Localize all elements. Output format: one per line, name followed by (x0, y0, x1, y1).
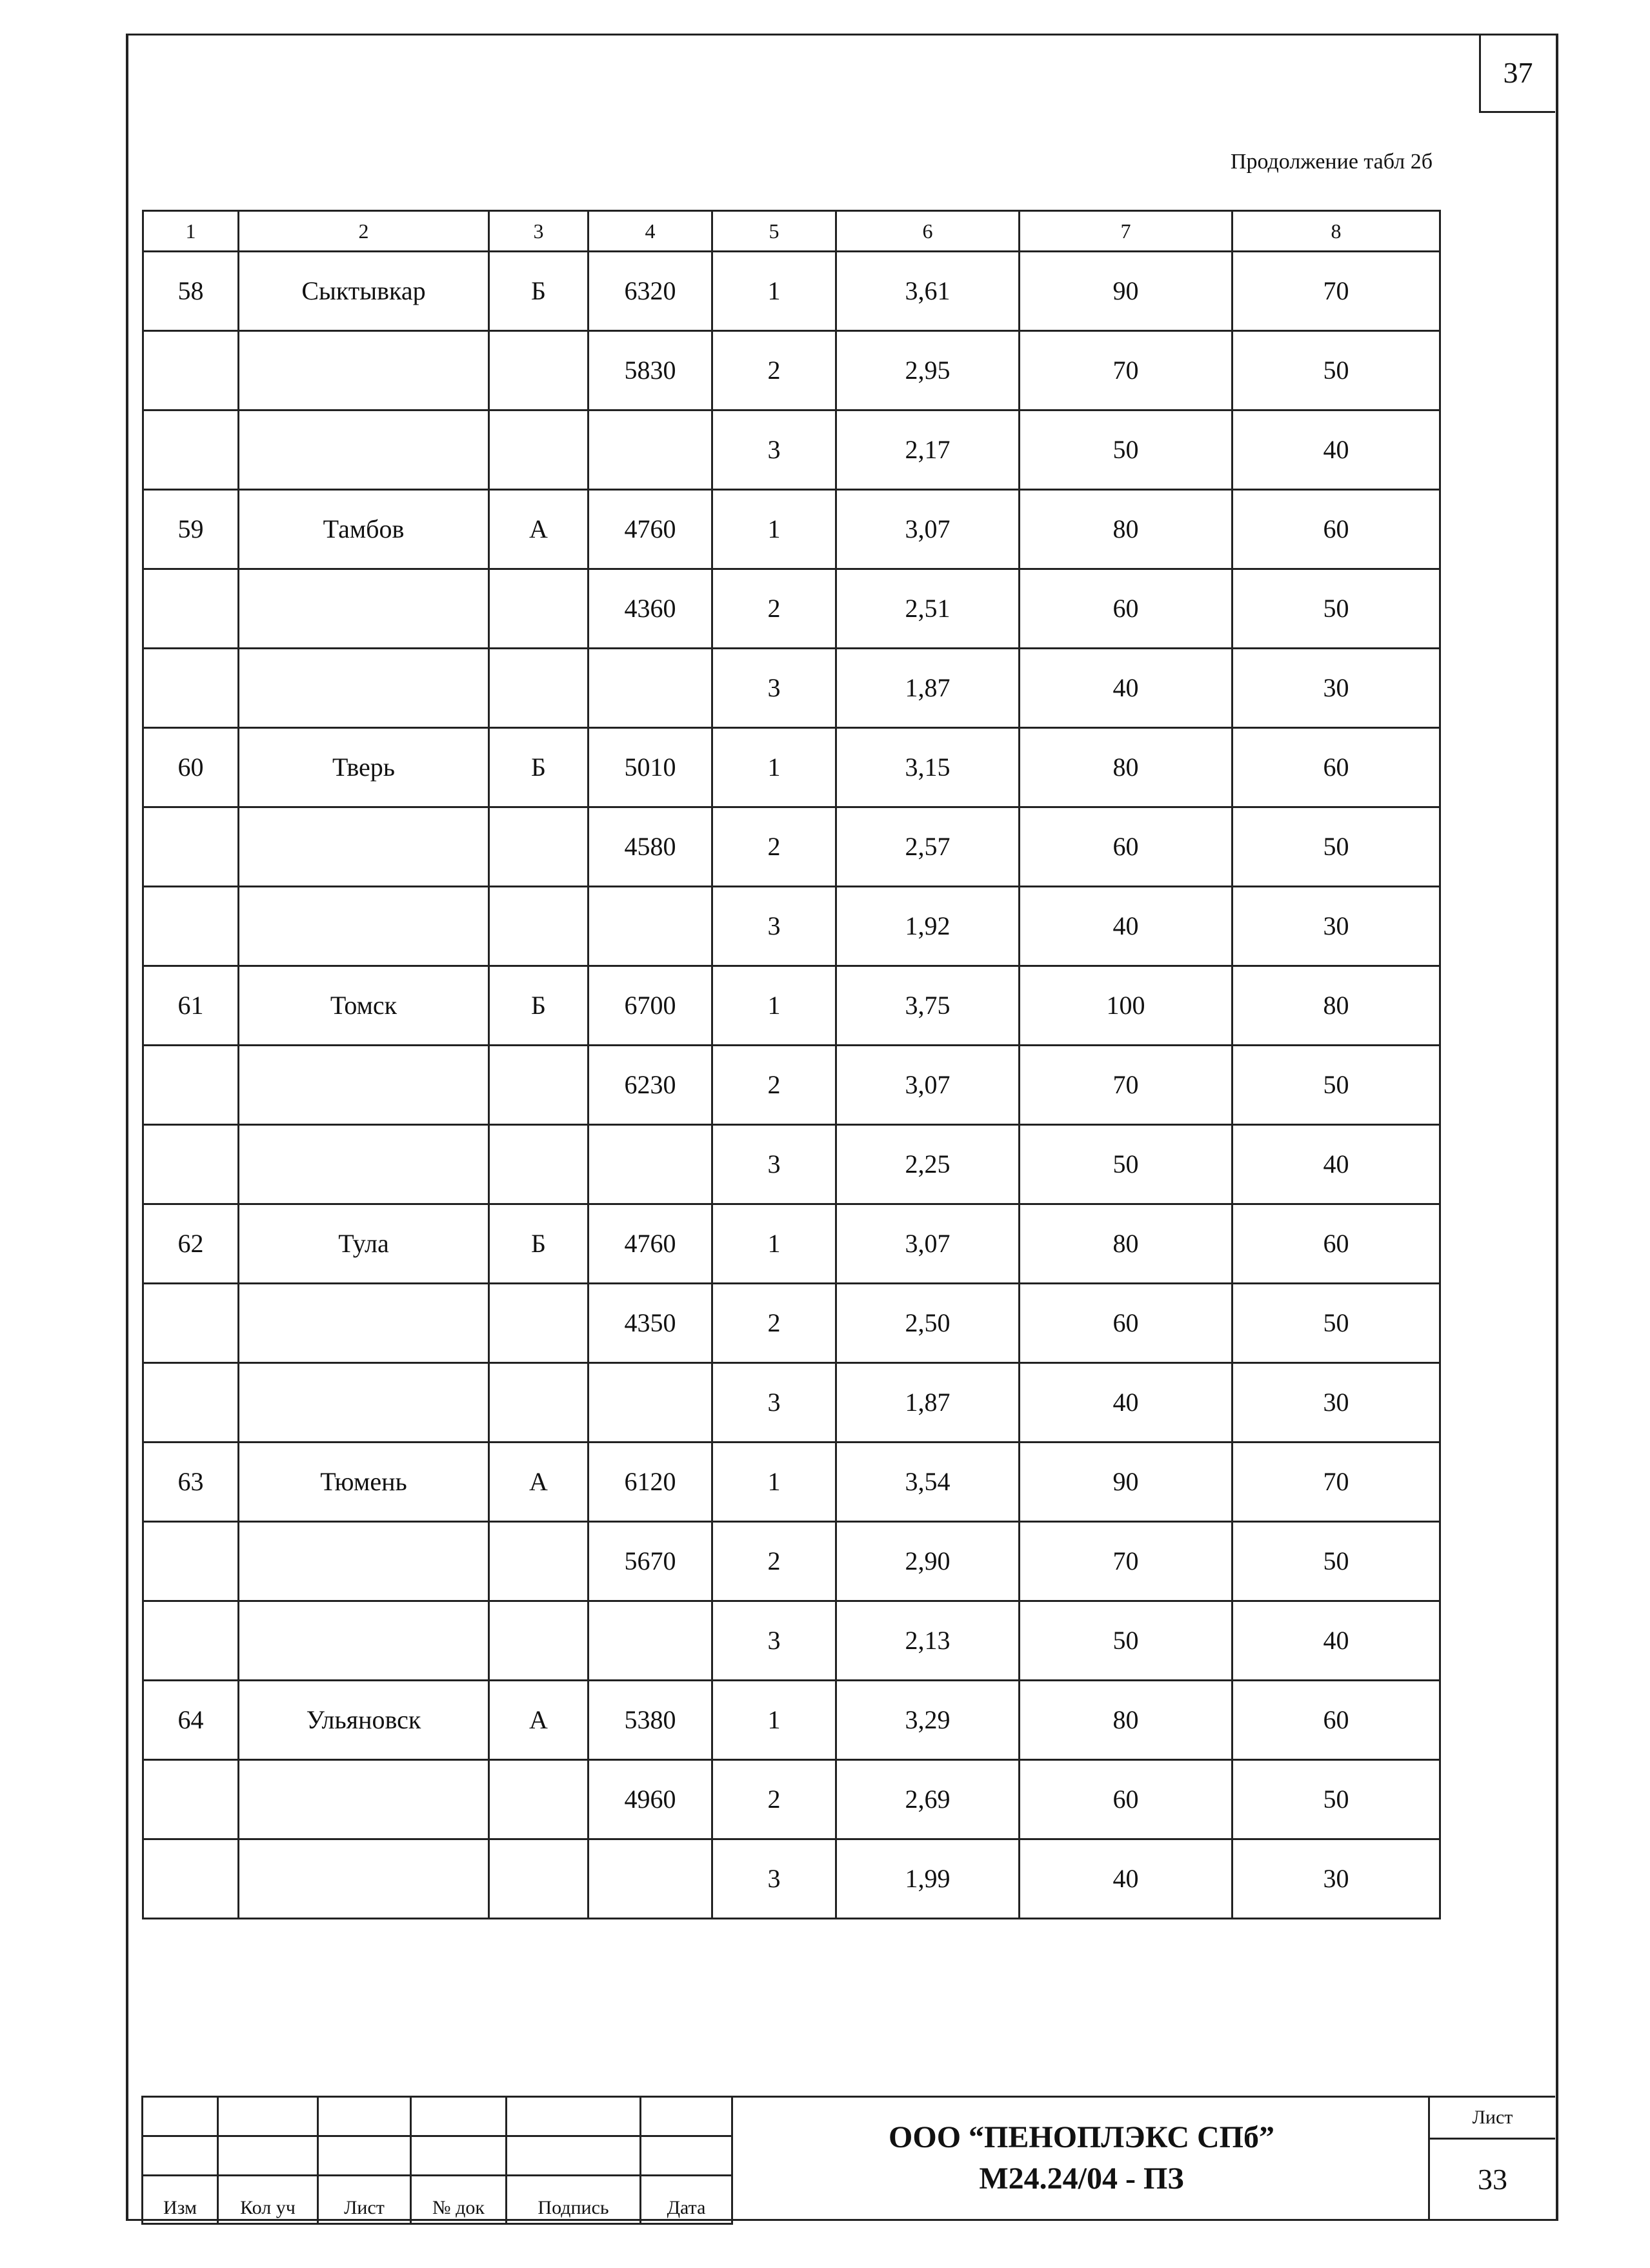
table-cell: 3 (712, 1839, 836, 1919)
sheet-label: Лист (1430, 2098, 1555, 2140)
table-cell: 59 (143, 490, 239, 569)
table-cell: 90 (1020, 252, 1232, 331)
table-cell (589, 1839, 712, 1919)
table-cell: Тверь (239, 728, 489, 807)
column-header: 1 (143, 211, 239, 252)
table-cell: 2 (712, 807, 836, 887)
stamp-label: Лист (318, 2176, 411, 2224)
table-row (143, 1284, 1440, 1363)
table-cell (489, 1839, 589, 1919)
table-cell: 50 (1232, 807, 1440, 887)
table-cell (143, 1363, 239, 1443)
table-cell: 70 (1232, 1443, 1440, 1522)
table-cell: 60 (1232, 1204, 1440, 1284)
table-cell: 1,87 (836, 1363, 1020, 1443)
table-cell (589, 887, 712, 966)
page-number (1479, 34, 1555, 113)
table-cell: 6700 (589, 966, 712, 1046)
table-cell: 50 (1232, 1284, 1440, 1363)
table-cell: 70 (1020, 331, 1232, 410)
table-cell: Б (489, 728, 589, 807)
table-cell: 40 (1020, 1363, 1232, 1443)
table-cell (143, 1522, 239, 1601)
table-cell: 3,75 (836, 966, 1020, 1046)
table-cell: 50 (1020, 1601, 1232, 1681)
table-row (143, 410, 1440, 490)
sheet-box (1428, 2096, 1555, 2219)
table-cell: 2 (712, 331, 836, 410)
table-cell (143, 649, 239, 728)
table-cell: 60 (1020, 569, 1232, 649)
table-cell: 3,07 (836, 1046, 1020, 1125)
table-cell: 4350 (589, 1284, 712, 1363)
table-cell (489, 1363, 589, 1443)
table-row (143, 966, 1440, 1046)
table-row (143, 887, 1440, 966)
table-cell: 3,61 (836, 252, 1020, 331)
table-row (143, 490, 1440, 569)
table-cell: 40 (1020, 1839, 1232, 1919)
table-cell (143, 331, 239, 410)
table-row (143, 1204, 1440, 1284)
table-cell: 6230 (589, 1046, 712, 1125)
table-row (143, 1443, 1440, 1522)
table-cell: 1,87 (836, 649, 1020, 728)
table-cell: 2,57 (836, 807, 1020, 887)
table-cell: 2 (712, 1522, 836, 1601)
stamp-label-row (143, 2176, 732, 2224)
table-cell (239, 887, 489, 966)
table-cell: 58 (143, 252, 239, 331)
table-cell (489, 1125, 589, 1204)
table-cell (239, 1284, 489, 1363)
table-row (143, 1522, 1440, 1601)
table-cell: 4760 (589, 490, 712, 569)
table-row (143, 649, 1440, 728)
table-cell: 60 (143, 728, 239, 807)
revision-stamp (141, 2096, 733, 2225)
title-block (141, 2096, 1553, 2217)
table-cell (489, 331, 589, 410)
table-cell: А (489, 1681, 589, 1760)
table-cell (143, 807, 239, 887)
document-code: М24.24/04 - ПЗ (979, 2162, 1184, 2196)
table-cell: 90 (1020, 1443, 1232, 1522)
column-header: 6 (836, 211, 1020, 252)
table-cell (239, 1046, 489, 1125)
table-cell: 2,17 (836, 410, 1020, 490)
table-cell: 60 (1020, 1284, 1232, 1363)
table-cell: 40 (1020, 649, 1232, 728)
table-cell: 50 (1232, 1522, 1440, 1601)
column-header: 7 (1020, 211, 1232, 252)
table-cell: 63 (143, 1443, 239, 1522)
table-cell: 2,69 (836, 1760, 1020, 1839)
table-cell: 40 (1232, 410, 1440, 490)
table-cell (489, 807, 589, 887)
table-cell (589, 1601, 712, 1681)
table-cell: 2,13 (836, 1601, 1020, 1681)
data-table (142, 210, 1441, 1919)
table-cell: 3 (712, 1601, 836, 1681)
table-cell: 80 (1232, 966, 1440, 1046)
table-body (143, 252, 1440, 1919)
table-cell: 50 (1232, 331, 1440, 410)
table-cell: 1 (712, 490, 836, 569)
page-number-text: 37 (1503, 56, 1533, 89)
table-cell: Ульяновск (239, 1681, 489, 1760)
table-cell: 4580 (589, 807, 712, 887)
table-cell: 60 (1020, 807, 1232, 887)
table-cell: 4960 (589, 1760, 712, 1839)
table-cell: 50 (1232, 1046, 1440, 1125)
table-cell: 3 (712, 887, 836, 966)
table-cell: 50 (1020, 1125, 1232, 1204)
table-cell: 2,95 (836, 331, 1020, 410)
table-cell (589, 1125, 712, 1204)
table-cell: 6320 (589, 252, 712, 331)
table-row (143, 728, 1440, 807)
table-cell: 3 (712, 1363, 836, 1443)
table-cell (239, 1522, 489, 1601)
table-cell (143, 410, 239, 490)
table-cell: 60 (1232, 728, 1440, 807)
table-cell: 80 (1020, 1681, 1232, 1760)
column-header: 2 (239, 211, 489, 252)
table-cell (143, 887, 239, 966)
table-cell: 2 (712, 1760, 836, 1839)
table-cell (239, 569, 489, 649)
table-cell: 2 (712, 569, 836, 649)
table-row (143, 569, 1440, 649)
table-row (143, 1839, 1440, 1919)
table-cell: Тамбов (239, 490, 489, 569)
table-cell: 50 (1232, 1760, 1440, 1839)
column-header: 3 (489, 211, 589, 252)
table-cell: 30 (1232, 887, 1440, 966)
table-cell (489, 1284, 589, 1363)
table-cell: Тула (239, 1204, 489, 1284)
table-cell (239, 649, 489, 728)
table-cell: 2 (712, 1284, 836, 1363)
table-cell (489, 1046, 589, 1125)
table-cell: 5010 (589, 728, 712, 807)
table-cell (239, 807, 489, 887)
table-cell: 4360 (589, 569, 712, 649)
table-cell (489, 410, 589, 490)
table-cell: 50 (1232, 569, 1440, 649)
document-title-box (731, 2096, 1430, 2219)
table-cell: А (489, 490, 589, 569)
organization-name: ООО “ПЕНОПЛЭКС СПб” (889, 2120, 1274, 2154)
table-cell: 80 (1020, 1204, 1232, 1284)
table-cell: 40 (1232, 1601, 1440, 1681)
table-cell (143, 1839, 239, 1919)
column-header: 4 (589, 211, 712, 252)
table-cell: 5830 (589, 331, 712, 410)
table-cell: 50 (1020, 410, 1232, 490)
table-cell: Сыктывкар (239, 252, 489, 331)
table-cell: 1,92 (836, 887, 1020, 966)
table-cell: 100 (1020, 966, 1232, 1046)
stamp-label: Дата (641, 2176, 732, 2224)
table-cell: 60 (1232, 1681, 1440, 1760)
column-header: 5 (712, 211, 836, 252)
table-cell: А (489, 1443, 589, 1522)
table-cell: 3,29 (836, 1681, 1020, 1760)
table-row (143, 252, 1440, 331)
table-cell: 1 (712, 1443, 836, 1522)
table-cell: 80 (1020, 728, 1232, 807)
table-cell: 3,07 (836, 1204, 1020, 1284)
table-cell: 3 (712, 410, 836, 490)
table-row (143, 331, 1440, 410)
table-cell (143, 1125, 239, 1204)
table-cell: 3 (712, 1125, 836, 1204)
stamp-label: Подпись (507, 2176, 641, 2224)
table-cell: 1 (712, 1204, 836, 1284)
table-cell: 61 (143, 966, 239, 1046)
table-cell (239, 1125, 489, 1204)
table-cell (239, 1839, 489, 1919)
table-cell (489, 1760, 589, 1839)
table-cell (239, 1760, 489, 1839)
table-cell (489, 1601, 589, 1681)
table-cell: 1 (712, 728, 836, 807)
table-row (143, 1601, 1440, 1681)
table-cell: Б (489, 966, 589, 1046)
table-cell: 4760 (589, 1204, 712, 1284)
table-row (143, 807, 1440, 887)
table-cell: 40 (1020, 887, 1232, 966)
table-cell: 64 (143, 1681, 239, 1760)
table-cell: 6120 (589, 1443, 712, 1522)
table-cell: 60 (1020, 1760, 1232, 1839)
table-cell: 3 (712, 649, 836, 728)
table-cell: 30 (1232, 649, 1440, 728)
table-row (143, 1363, 1440, 1443)
table-cell (143, 1601, 239, 1681)
table-cell: Б (489, 252, 589, 331)
table-cell: 1 (712, 252, 836, 331)
table-caption: Продолжение табл 2б (1230, 150, 1433, 174)
table-cell: 3,54 (836, 1443, 1020, 1522)
table-cell (589, 410, 712, 490)
table-cell: 30 (1232, 1839, 1440, 1919)
table-cell: 30 (1232, 1363, 1440, 1443)
table-cell (489, 887, 589, 966)
table-cell: 1,99 (836, 1839, 1020, 1919)
sheet-number: 33 (1478, 2163, 1507, 2196)
table-cell: 40 (1232, 1125, 1440, 1204)
table-cell: 2,90 (836, 1522, 1020, 1601)
table-cell: Тюмень (239, 1443, 489, 1522)
table-cell (143, 569, 239, 649)
table-cell: 70 (1232, 252, 1440, 331)
stamp-label: Кол уч (218, 2176, 318, 2224)
table-cell (143, 1046, 239, 1125)
table-cell: 5670 (589, 1522, 712, 1601)
table-cell (239, 410, 489, 490)
table-cell: 5380 (589, 1681, 712, 1760)
table-row (143, 1125, 1440, 1204)
table-cell (489, 649, 589, 728)
table-row (143, 1760, 1440, 1839)
table-cell: 1 (712, 966, 836, 1046)
table-cell (143, 1284, 239, 1363)
table-cell: Б (489, 1204, 589, 1284)
table-cell: 70 (1020, 1046, 1232, 1125)
table-row (143, 1681, 1440, 1760)
table-cell: 70 (1020, 1522, 1232, 1601)
table-cell: 2,25 (836, 1125, 1020, 1204)
table-cell: 1 (712, 1681, 836, 1760)
table-cell (489, 569, 589, 649)
table-cell: Томск (239, 966, 489, 1046)
stamp-label: № док (411, 2176, 507, 2224)
table-cell (589, 649, 712, 728)
table-cell: 2 (712, 1046, 836, 1125)
table-cell: 3,15 (836, 728, 1020, 807)
table-cell: 3,07 (836, 490, 1020, 569)
table-cell (489, 1522, 589, 1601)
column-header: 8 (1232, 211, 1440, 252)
table-header-row (143, 211, 1440, 252)
table-cell: 2,50 (836, 1284, 1020, 1363)
table-cell: 62 (143, 1204, 239, 1284)
table-cell (143, 1760, 239, 1839)
table-cell: 2,51 (836, 569, 1020, 649)
table-row (143, 1046, 1440, 1125)
stamp-label: Изм (143, 2176, 218, 2224)
table-cell (589, 1363, 712, 1443)
table-cell (239, 1601, 489, 1681)
table-cell (239, 1363, 489, 1443)
table-cell (239, 331, 489, 410)
table-cell: 80 (1020, 490, 1232, 569)
table-cell: 60 (1232, 490, 1440, 569)
